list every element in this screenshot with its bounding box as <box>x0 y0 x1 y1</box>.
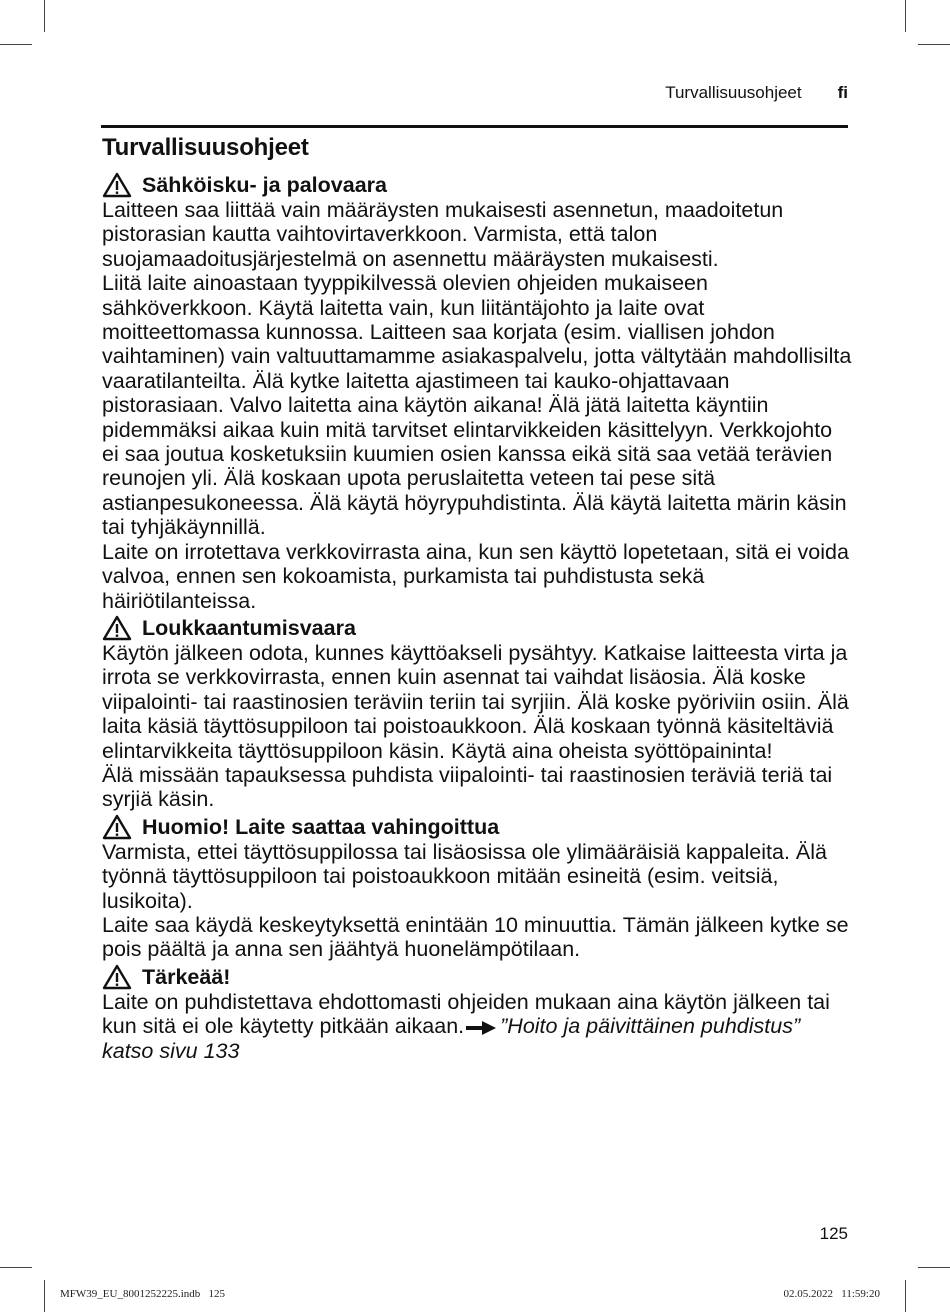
paragraph: Varmista, ettei täyttösuppilossa tai lisäosissa ole ylimääräisiä kappaleita. Älä työnnä täyttösuppiloon tai poistoaukkoon mitään esineitä (esim. veitsiä, lusikoita). <box>102 839 827 913</box>
section-damage <box>102 814 852 962</box>
running-header-title: Turvallisuusohjeet <box>665 83 802 102</box>
section-title: Huomio! Laite saattaa vahingoittua <box>142 814 500 839</box>
section-title: Loukkaantumisvaara <box>142 615 356 640</box>
crop-mark <box>905 0 906 32</box>
paragraph-text: Laite on puhdistettava ehdottomasti ohjeiden mukaan aina käytön jälkeen tai kun sitä ei ole käytetty pitkään aikaan. <box>102 989 830 1039</box>
section-injury <box>102 615 852 812</box>
print-footer-file: MFW39_EU_8001252225.indb 125 <box>60 1288 225 1300</box>
paragraph: Laitteen saa liittää vain määräysten mukaisesti asennetun, maadoitetun pistorasian kautta vaihtovirtaverkkoon. Varmista, että talon suojamaadoitusjärjestelmä on asennettu määräysten mukaisesti. <box>102 198 784 271</box>
section-heading <box>102 172 852 198</box>
page-number: 125 <box>819 1224 848 1243</box>
section-electric-shock <box>102 172 852 613</box>
crop-mark <box>44 1280 45 1312</box>
crop-mark <box>0 44 32 45</box>
arrow-right-icon <box>466 1021 496 1035</box>
section-important <box>102 964 852 1063</box>
warning-triangle-icon <box>102 964 132 990</box>
cross-reference-link[interactable]: ”Hoito ja päivittäinen puhdistus” katso sivu 133 <box>102 1014 801 1063</box>
section-heading <box>102 814 852 840</box>
page-title: Turvallisuusohjeet <box>102 134 309 161</box>
paragraph: Laite saa käydä keskeytyksettä enintään 10 minuuttia. Tämän jälkeen kytke se pois päältä ja anna sen jäähtyä huonelämpötilaan. <box>102 912 849 962</box>
crop-mark <box>0 1267 32 1268</box>
warning-triangle-icon <box>102 615 132 641</box>
section-heading <box>102 615 852 641</box>
main-content <box>102 130 852 1065</box>
paragraph: Älä missään tapauksessa puhdista viipalointi- tai raastinosien teräviä teriä tai syrjiä käsin. <box>102 762 833 812</box>
section-heading <box>102 964 852 990</box>
language-code: fi <box>837 83 848 102</box>
paragraph: Liitä laite ainoastaan tyyppikilvessä olevien ohjeiden mukaiseen sähköverkkoon. Käytä laitetta vain, kun liitäntäjohto ja laite ovat moitteettomassa kunnossa. Laitteen saa korjata (esim. viallisen johdon vaihtaminen) vain valtuuttamamme asiakaspalvelu, jotta vältytään mahdollisilta vaaratilanteilta. Älä kytke laitetta ajastimeen tai kauko-ohjattavaan pistorasiaan. Valvo laitetta aina käytön aikana! Älä jätä laitetta käyntiin pidemmäksi aikaa kuin mitä tarvitset elintarvikkeiden käsittelyyn. Verkkojohto ei saa joutua kosketuksiin kuumien osien kanssa eikä sitä saa vetää terävien reunojen yli. Älä koskaan upota peruslaitetta veteen tai pese sitä astianpesukoneessa. Älä käytä höyrypuhdistinta. Älä käytä laitetta märin käsin tai tyhjäkäynnillä. <box>102 271 852 540</box>
section-title: Sähköisku- ja palovaara <box>142 173 387 197</box>
warning-triangle-icon <box>102 172 132 198</box>
crop-mark <box>918 44 950 45</box>
running-header <box>665 83 848 103</box>
paragraph: Käytön jälkeen odota, kunnes käyttöakseli pysähtyy. Katkaise laitteesta virta ja irrota se verkkovirrasta, ennen kuin asennat tai vaihdat lisäosia. Älä koske viipalointi- tai raastinosien teräviin teriin tai syrjiin. Älä koske pyöriviin osiin. Älä laita käsiä täyttösuppiloon tai poistoaukkoon. Älä koskaan työnnä käsiteltäviä elintarvikkeita täyttösuppiloon käsin. Käytä aina oheista syöttöpaininta! <box>102 640 849 763</box>
header-rule <box>101 125 848 128</box>
print-footer-date: 02.05.2022 11:59:20 <box>783 1288 880 1300</box>
warning-triangle-icon <box>102 814 132 840</box>
crop-mark <box>918 1267 950 1268</box>
paragraph: Laite on irrotettava verkkovirrasta aina, kun sen käyttö lopetetaan, sitä ei voida valvoa, ennen sen kokoamista, purkamista tai puhdistusta sekä häiriötilanteissa. <box>102 539 849 613</box>
crop-mark <box>44 0 45 32</box>
paragraph <box>102 990 852 1063</box>
crop-mark <box>905 1280 906 1312</box>
section-title: Tärkeää! <box>142 964 231 989</box>
